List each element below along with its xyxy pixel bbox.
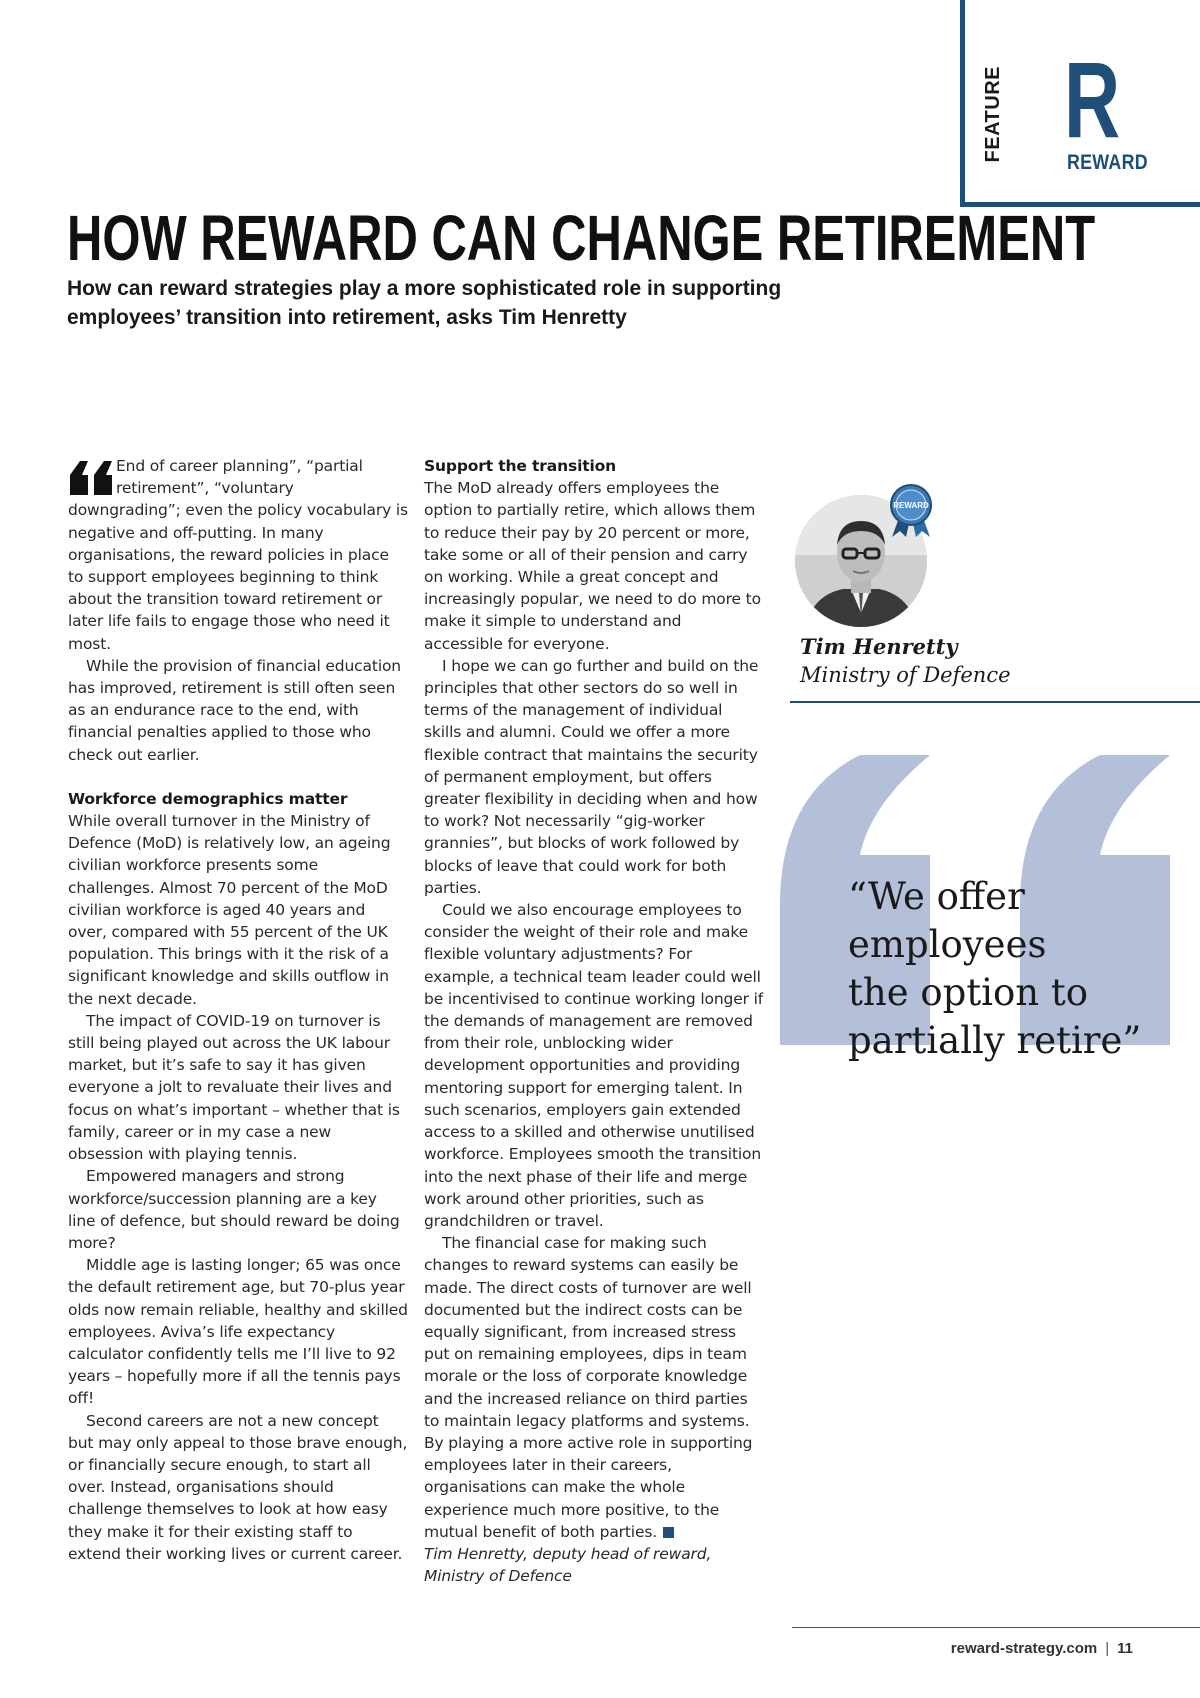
pull-quote-line: partially retire” bbox=[848, 1019, 1142, 1062]
paragraph: The impact of COVID-19 on turnover is still being played out across the UK labour market, but it’s safe to say it has given everyone a jolt to revaluate their lives and focus on what’s important – whether that is family, career or in my case a new obsession with playing tennis. bbox=[68, 1011, 400, 1164]
end-mark-icon bbox=[663, 1527, 674, 1538]
page-footer bbox=[951, 1640, 1133, 1657]
paragraph: Second careers are not a new concept but may only appeal to those brave enough, or financially secure enough, to start all over. Instead, organisations should challenge themselves to look at how easy they make it for their existing staff to extend their working lives or current career. bbox=[68, 1411, 408, 1563]
divider bbox=[790, 701, 1200, 703]
paragraph-text: The financial case for making such changes to reward systems can easily be made. The direct costs of turnover are well documented but the indirect costs can be equally significant, from increased stress put on remaining employees, dips in team morale or the loss of corporate knowledge and the increased reliance on third parties to maintain legacy platforms and systems. By playing a more active role in supporting employees later in their careers, organisations can make the whole experience much more positive, to the mutual benefit of both parties. bbox=[424, 1234, 753, 1541]
paragraph: While the provision of financial education has improved, retirement is still often seen as an endurance race to the end, with financial penalties applied to those who check out earlier. bbox=[68, 656, 401, 764]
author-organisation: Ministry of Defence bbox=[800, 663, 1011, 687]
author-byline-role: Tim Henretty, deputy head of reward, bbox=[424, 1544, 712, 1563]
footer-divider bbox=[792, 1627, 1200, 1628]
article-column-1 bbox=[68, 455, 408, 1565]
footer-site: reward-strategy.com bbox=[950, 1640, 1098, 1657]
paragraph-closing bbox=[424, 1232, 764, 1543]
subheading: Support the transition bbox=[424, 457, 617, 475]
paragraph: Could we also encourage employees to consider the weight of their role and make flexible voluntary adjustments? For example, a technical team leader could well be incentivised to continue working longer if the demands of management are removed from their role, unblocking wider development opportunities and providing mentoring support for emerging talent. In such scenarios, employers gain extended access to a skilled and otherwise unutilised workforce. Employees smooth the transition into the next phase of their life and merge work around other priorities, such as grandchildren or travel. bbox=[424, 901, 764, 1230]
paragraph: The MoD already offers employees the option to partially retire, which allows them to reduce their pay by 20 percent or more, take some or all of their pension and carry on working. While a great concept and increasingly popular, we need to do more to make it simple to understand and accessible for everyone. bbox=[424, 479, 761, 653]
pull-quote-line: employees bbox=[848, 923, 1047, 966]
badge-label: REWARD bbox=[893, 501, 929, 510]
subheading: Workforce demographics matter bbox=[68, 789, 348, 808]
author-name: Tim Henretty bbox=[800, 634, 958, 659]
author-byline-org: Ministry of Defence bbox=[424, 1567, 572, 1586]
paragraph-intro: End of career planning”, “partial retirement”, “voluntary downgrading”; even the policy vocabulary is negative and off-putting. In many organisations, the reward policies in place to support employees beginning to think about the transition toward retirement or later life fails to engage those who need it most. bbox=[68, 457, 408, 653]
open-quote-icon bbox=[68, 457, 116, 499]
footer-separator: | bbox=[1105, 1640, 1110, 1657]
pull-quote-line: “We offer bbox=[848, 875, 1025, 918]
paragraph: I hope we can go further and build on the principles that other sectors do so well in terms of the management of individual skills and alumni. Could we offer a more flexible contract that maintains the security of permanent employment, but offers greater flexibility in deciding when and how to work? Not necessarily “gig-worker grannies”, but blocks of work followed by blocks of leave that could work for both parties. bbox=[424, 656, 759, 897]
article-column-2 bbox=[424, 455, 764, 1587]
pull-quote bbox=[848, 873, 1198, 1065]
page-number: 11 bbox=[1117, 1640, 1133, 1657]
pull-quote-line: the option to bbox=[848, 971, 1089, 1014]
section-label: FEATURE bbox=[982, 66, 1004, 163]
award-rosette-icon bbox=[884, 483, 938, 539]
paragraph: Middle age is lasting longer; 65 was once the default retirement age, but 70-plus year olds now remain reliable, healthy and skilled employees. Aviva’s life expectancy calculator confidently tells me I’ll live to 92 years – hopefully more if all the tennis pays off! bbox=[68, 1256, 408, 1408]
paragraph: Empowered managers and strong workforce/succession planning are a key line of defence, but should reward be doing more? bbox=[68, 1167, 400, 1252]
article-headline: HOW REWARD CAN CHANGE RETIREMENT bbox=[67, 202, 1096, 274]
brand-label: REWARD bbox=[1067, 151, 1148, 174]
article-standfirst: How can reward strategies play a more sophisticated role in supporting employees’ transition into retirement, asks Tim Henretty bbox=[67, 277, 782, 329]
brand-letter: R bbox=[1064, 39, 1121, 160]
paragraph: While overall turnover in the Ministry of Defence (MoD) is relatively low, an ageing civilian workforce presents some challenges. Almost 70 percent of the MoD civilian workforce is aged 40 years and over, compared with 55 percent of the UK population. This brings with it the risk of a significant knowledge and skills outflow in the next decade. bbox=[68, 812, 391, 1008]
